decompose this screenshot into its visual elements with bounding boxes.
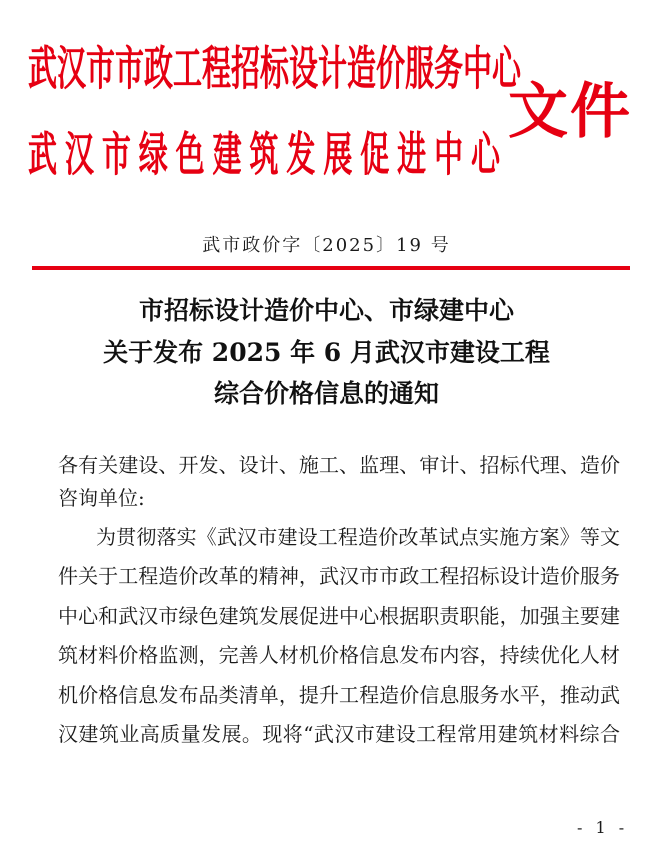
paragraph-line: 为贯彻落实《武汉市建设工程造价改革试点实施方案》等文 [96, 525, 620, 549]
paragraph-line: 汉建筑业高质量发展。现将“武汉市建设工程常用建筑材料综合 [58, 722, 620, 746]
title-line-3: 综合价格信息的通知 [213, 379, 439, 408]
paragraph-line: 件关于工程造价改革的精神，武汉市市政工程招标设计造价服务 [58, 564, 620, 588]
paragraph-line: 机价格信息发布品类清单，提升工程造价信息服务水平，推动武 [58, 683, 620, 707]
title-line-2: 关于发布 2025 年 6 月武汉市建设工程 [103, 338, 550, 367]
document-number: 武市政价字〔2025〕19 号 [202, 235, 451, 256]
page-number: - 1 - [577, 818, 629, 837]
title-line-1: 市招标设计造价中心、市绿建中心 [138, 296, 514, 325]
salutation-line-1: 各有关建设、开发、设计、施工、监理、审计、招标代理、造价 [58, 453, 620, 477]
issuer-line-2: 武汉市绿色建筑发展促进中心 [28, 127, 500, 182]
salutation-line-2: 咨询单位: [58, 486, 145, 510]
paragraph-line: 中心和武汉市绿色建筑发展促进中心根据职责职能，加强主要建 [58, 604, 620, 628]
paragraph-line: 筑材料价格监测，完善人材机价格信息发布内容，持续优化人材 [58, 643, 620, 667]
red-divider [32, 266, 630, 270]
issuer-line-1: 武汉市市政工程招标设计造价服务中心 [28, 41, 522, 96]
document-type: 文件 [508, 77, 632, 147]
